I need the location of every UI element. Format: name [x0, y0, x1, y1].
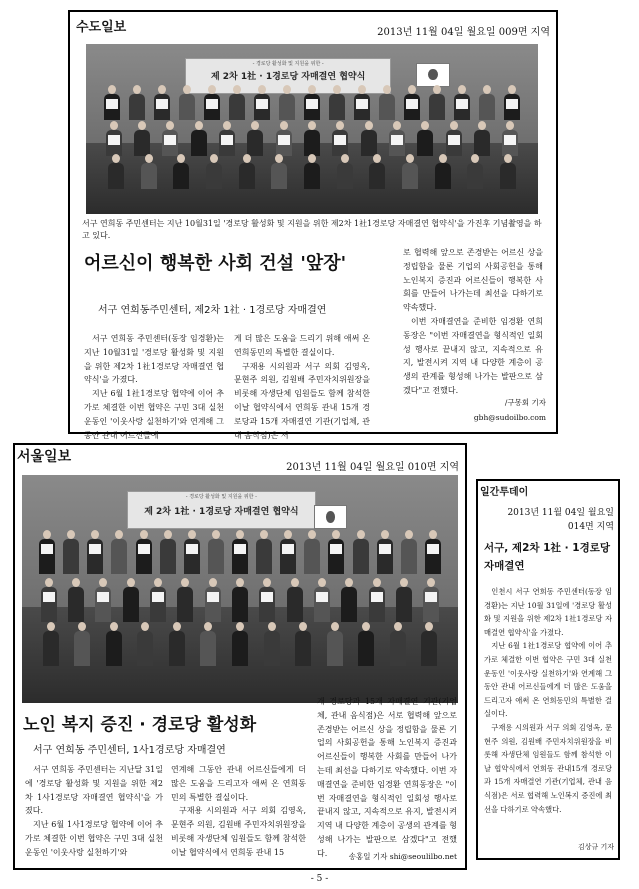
newspaper-name: 서울일보	[17, 449, 72, 465]
banner-small-text: - 경로당 활성화 및 지원을 위한 -	[185, 493, 257, 500]
headline: 노인 복지 증진 · 경로당 활성화	[23, 715, 257, 735]
certificate	[256, 99, 268, 109]
newspaper-name: 수도일보	[76, 20, 127, 35]
person-head	[183, 85, 191, 94]
person-body	[295, 631, 311, 666]
person-head	[433, 85, 441, 94]
article-column-1	[25, 763, 163, 858]
person-head	[181, 578, 189, 587]
flag-icon	[314, 505, 347, 530]
person-head	[483, 85, 491, 94]
certificate	[371, 592, 383, 602]
clipping-sudo-ilbo	[68, 10, 558, 440]
banner-text: 제 2차 1社 · 1경로당 자매결연 협약식	[144, 506, 299, 517]
group-photo	[22, 475, 458, 703]
person-body	[111, 539, 127, 574]
person-head	[112, 154, 120, 163]
person-body	[341, 587, 357, 622]
certificate	[234, 544, 246, 554]
flag-icon	[416, 63, 450, 87]
person-body	[379, 94, 395, 120]
person-head	[188, 530, 196, 539]
person-head	[164, 530, 172, 539]
person-body	[417, 130, 433, 156]
person-head	[78, 622, 86, 631]
banner-text: 제 2차 1社 · 1경로당 자매결연 협약식	[210, 72, 366, 83]
person-head	[373, 578, 381, 587]
event-banner	[127, 491, 316, 529]
certificate	[156, 99, 168, 109]
person-body	[304, 130, 320, 156]
person-head	[236, 578, 244, 587]
certificate	[448, 135, 460, 145]
headline: 어르신이 행복한 사회 건설 '앞장'	[84, 253, 347, 274]
person-body	[479, 94, 495, 120]
article-column-3	[403, 246, 543, 395]
certificate	[506, 99, 518, 109]
person-head	[427, 578, 435, 587]
person-head	[308, 154, 316, 163]
certificate	[207, 592, 219, 602]
paragraph: 이번 자매결연을 준비한 임경환 연희동장은 "이번 자매결연을 형식적인 일회성 행사로 끝내지 않고, 지속적으로 유지, 발전시켜 지역 내 다양한 계층이 공생의 관계를 형성해 나가는 발판으로 삼겠다"고 전했다.	[403, 316, 543, 395]
person-head	[145, 154, 153, 163]
person-body	[264, 631, 280, 666]
person-head	[383, 85, 391, 94]
certificate	[206, 99, 218, 109]
person-head	[408, 85, 416, 94]
person-head	[67, 530, 75, 539]
certificate	[406, 99, 418, 109]
person-body	[500, 163, 516, 189]
certificate	[106, 99, 118, 109]
person-body	[179, 94, 195, 120]
clipping-ilgan-today	[476, 479, 620, 860]
certificate	[186, 544, 198, 554]
person-head	[110, 622, 118, 631]
person-body	[43, 631, 59, 666]
person-body	[402, 163, 418, 189]
certificate	[278, 135, 290, 145]
person-body	[271, 163, 287, 189]
paragraph: 구재용 시의원과 서구 의회 김영옥, 문현주 의원, 김원배 주민자치위원장을 비롯해 자생단체 임원들도 함께 참석한 이날 협약식에서 연희동 관내 15개 경로당과 15개 자매결연 기관(기업체, 관내 음식점)은 서	[234, 361, 370, 440]
person-head	[212, 530, 220, 539]
person-body	[369, 163, 385, 189]
person-body	[141, 163, 157, 189]
certificate	[330, 544, 342, 554]
person-body	[74, 631, 90, 666]
dateline: 2013년 11월 04일 월요일 009면 지역	[377, 27, 550, 38]
person-body	[327, 631, 343, 666]
article-body	[484, 585, 612, 837]
person-body	[358, 631, 374, 666]
certificate	[282, 544, 294, 554]
person-head	[373, 154, 381, 163]
person-head	[332, 530, 340, 539]
person-head	[345, 578, 353, 587]
person-head	[425, 622, 433, 631]
person-head	[195, 121, 203, 130]
person-head	[405, 530, 413, 539]
person-head	[173, 622, 181, 631]
paragraph: 연계해 그동안 관내 어르신들에게 더 많은 도움을 드리고자 애써 온 연희동민의 특별한 결실이다.	[171, 765, 306, 802]
person-body	[208, 539, 224, 574]
person-head	[506, 121, 514, 130]
person-body	[474, 130, 490, 156]
person-body	[106, 631, 122, 666]
person-head	[260, 530, 268, 539]
person-head	[236, 622, 244, 631]
person-body	[229, 94, 245, 120]
certificate	[379, 544, 391, 554]
person-head	[394, 622, 402, 631]
person-body	[137, 631, 153, 666]
person-head	[208, 85, 216, 94]
certificate	[97, 592, 109, 602]
person-head	[204, 622, 212, 631]
person-body	[256, 539, 272, 574]
person-head	[421, 121, 429, 130]
person-head	[243, 154, 251, 163]
person-body	[232, 631, 248, 666]
person-head	[318, 578, 326, 587]
person-body	[287, 587, 303, 622]
person-head	[341, 154, 349, 163]
reporter: 김상규 기자	[577, 843, 614, 851]
certificate	[261, 592, 273, 602]
certificate	[89, 544, 101, 554]
person-body	[191, 130, 207, 156]
paragraph: 인천시 서구 연희동 주민센터(동장 임경환)는 지난 10월 31일에 '경로당 활성화 및 지원을 위한 제2차 1社1경로당 자매결연 협약식'을 가졌다.	[484, 587, 612, 637]
paragraph: 로 협력해 앞으로 존경받는 어르신 상을 정립함을 물론 기업의 사회공헌을 통해 노인복지 증진과 어르신들이 행복한 사회를 만들어 나가는데 최선을 다하기로 약속했다.	[403, 248, 543, 313]
person-body	[435, 163, 451, 189]
reporter: /구몽회 기자	[504, 398, 546, 407]
person-body	[177, 587, 193, 622]
person-head	[141, 622, 149, 631]
person-body	[429, 94, 445, 120]
person-head	[210, 154, 218, 163]
certificate	[356, 99, 368, 109]
person-body	[353, 539, 369, 574]
person-body	[467, 163, 483, 189]
person-head	[283, 85, 291, 94]
person-head	[291, 578, 299, 587]
person-head	[43, 530, 51, 539]
person-head	[406, 154, 414, 163]
person-head	[362, 622, 370, 631]
subhead: 서구 연희동주민센터, 제2차 1社 · 1경로당 자매결연	[98, 305, 327, 316]
certificate	[138, 544, 150, 554]
person-head	[47, 622, 55, 631]
person-head	[478, 121, 486, 130]
person-head	[110, 121, 118, 130]
subhead: 서구 연희동 주민센터, 1사1경로당 자매결연	[33, 745, 226, 756]
person-body	[200, 631, 216, 666]
person-body	[421, 631, 437, 666]
person-head	[357, 530, 365, 539]
certificate	[306, 99, 318, 109]
paragraph: 지난 6월 1사1경로당 협약에 이어 추가로 체결한 이번 협약은 구민 3대 실천운동인 '이웃사랑 실천하기'와	[25, 820, 163, 857]
crowd	[35, 530, 445, 690]
paragraph: 구재용 시의원과 서구 의회 김영옥, 문현주 의원, 김원배 주민자치위원장을 비롯해 자생단체 임원들도 함께 참석한 이날 협약식에서 연희동 관내15개 경로당과 15개 자매결연 기관(기업체, 관내 음식점)은 서로 협력해 노인복지 증진에 최선을 다하기로 약속했다.	[484, 722, 612, 814]
page-number: - 5 -	[310, 874, 329, 884]
clipping-seoul-ilbo	[13, 443, 467, 870]
person-head	[133, 85, 141, 94]
person-head	[439, 154, 447, 163]
person-head	[177, 154, 185, 163]
person-head	[166, 121, 174, 130]
person-head	[284, 530, 292, 539]
certificate	[164, 135, 176, 145]
person-head	[209, 578, 217, 587]
certificate	[425, 592, 437, 602]
person-body	[134, 130, 150, 156]
newspaper-name: 일간투데이	[480, 487, 529, 498]
person-head	[158, 85, 166, 94]
person-body	[160, 539, 176, 574]
certificate	[504, 135, 516, 145]
paragraph: 서구 연희동 주민센터(동장 임경환)는 지난 10월31일 '경로당 활성화 및 지원을 위한 제2차 1社1경로당 자매결연 협약식'을 가졌다.	[84, 334, 224, 385]
person-body	[401, 539, 417, 574]
certificate	[41, 544, 53, 554]
article-column-2	[234, 332, 370, 440]
person-body	[279, 94, 295, 120]
person-head	[471, 154, 479, 163]
person-head	[154, 578, 162, 587]
person-head	[45, 578, 53, 587]
person-body	[123, 587, 139, 622]
person-head	[91, 530, 99, 539]
person-head	[308, 530, 316, 539]
certificate	[108, 135, 120, 145]
paragraph: 지난 6월 1社1경로당 협약에 이어 추가로 체결한 이번 협약은 구민 3대 실천운동인 '이웃사랑 실천하기'와 연계해 그동안 관내 어르신들에게 더 많은 도움을 드리고자 애써 온 연희동민의 특별한 결실이다.	[484, 641, 612, 719]
person-head	[223, 121, 231, 130]
reporter: 송홍일 기자 shi@seoulilbo.net	[348, 852, 457, 861]
person-head	[365, 121, 373, 130]
certificate	[427, 544, 439, 554]
person-head	[381, 530, 389, 539]
person-head	[108, 85, 116, 94]
person-head	[450, 121, 458, 130]
person-body	[108, 163, 124, 189]
person-head	[115, 530, 123, 539]
crowd	[100, 85, 525, 204]
photo-caption: 서구 연희동 주민센터는 지난 10월31일 '경로당 활성화 및 지원을 위한 제2차 1社1경로당 자매결연 협약식'을 가진후 기념촬영을 하고 있다.	[82, 219, 542, 240]
paragraph: 지난 6월 1社1경로당 협약에 이어 추가로 체결한 이번 협약은 구민 3대 실천운동인 '이웃사랑 실천하기'와 연계해 그동안 관내 어르신들에	[84, 389, 224, 440]
person-head	[99, 578, 107, 587]
person-head	[127, 578, 135, 587]
paragraph: 게 더 많은 도움을 드리기 위해 애써 온 연희동민의 특별한 결실이다.	[234, 334, 370, 357]
certificate	[391, 135, 403, 145]
paragraph: 구재용 시의원과 서구 의회 김영옥, 문현주 의원, 김원배 주민자치위원장을 비롯해 자생단체 임원들도 함께 참석한 이날 협약식에서 연희동 관내 15	[171, 806, 306, 857]
certificate	[43, 592, 55, 602]
person-body	[129, 94, 145, 120]
person-body	[206, 163, 222, 189]
dateline: 2013년 11월 04일 월요일	[507, 508, 614, 518]
person-body	[329, 94, 345, 120]
person-head	[263, 578, 271, 587]
paragraph: 서구 연희동 주민센터는 지난달 31일에 '경로당 활성화 및 지원을 위한 제2차 1사1경로당 자매결연 협약식'을 가졌다.	[25, 765, 163, 816]
person-body	[232, 587, 248, 622]
person-head	[333, 85, 341, 94]
dateline: 2013년 11월 04일 월요일 010면 지역	[286, 462, 459, 473]
certificate	[316, 592, 328, 602]
person-body	[304, 163, 320, 189]
person-head	[308, 85, 316, 94]
person-head	[393, 121, 401, 130]
person-body	[173, 163, 189, 189]
person-head	[280, 121, 288, 130]
person-head	[258, 85, 266, 94]
certificate	[221, 135, 233, 145]
person-head	[299, 622, 307, 631]
article-column-2	[171, 763, 306, 858]
person-head	[358, 85, 366, 94]
headline: 서구, 제2차 1社 · 1경로당 자매결연	[484, 542, 611, 572]
dateline-page: 014면 지역	[567, 522, 614, 532]
person-head	[72, 578, 80, 587]
person-head	[275, 154, 283, 163]
person-head	[508, 85, 516, 94]
paragraph: 개 경로당과 15개 자매결연 기관(기업체, 관내 음식점)은 서로 협력해 앞으로 존경받는 어르신 상을 정립함을 물론 기업의 사회공헌을 통해 노인복지 증진과 어르신들이 행복한 사회를 만들어 나가는데 최선을 다하기로 약속했다. 이번 자매결연을 준비한 임경환 연희동장은 "이번 자매결연을 형식적인 일회성 행사로 끝내지 않고, 지속적으로 유지, 발전시켜 지역 내 다양한 계층이 공생의 관계를 형성해 나가는 발판으로 삼겠다"고 전했다.	[317, 697, 457, 858]
person-body	[337, 163, 353, 189]
person-head	[331, 622, 339, 631]
reporter-email: gbh@sudoilbo.com	[473, 413, 546, 422]
person-body	[63, 539, 79, 574]
certificate	[152, 592, 164, 602]
person-body	[247, 130, 263, 156]
person-head	[308, 121, 316, 130]
person-body	[169, 631, 185, 666]
person-body	[396, 587, 412, 622]
person-head	[268, 622, 276, 631]
person-head	[236, 530, 244, 539]
person-head	[233, 85, 241, 94]
certificate	[456, 99, 468, 109]
person-body	[390, 631, 406, 666]
person-head	[336, 121, 344, 130]
person-head	[400, 578, 408, 587]
person-head	[429, 530, 437, 539]
person-head	[458, 85, 466, 94]
certificate	[334, 135, 346, 145]
person-head	[504, 154, 512, 163]
banner-small-text: - 경로당 활성화 및 지원을 위한 -	[252, 60, 324, 67]
person-body	[304, 539, 320, 574]
person-body	[68, 587, 84, 622]
person-head	[251, 121, 259, 130]
article-column-1	[84, 332, 224, 440]
person-head	[140, 530, 148, 539]
group-photo	[86, 44, 538, 214]
person-body	[361, 130, 377, 156]
person-body	[239, 163, 255, 189]
person-head	[138, 121, 146, 130]
